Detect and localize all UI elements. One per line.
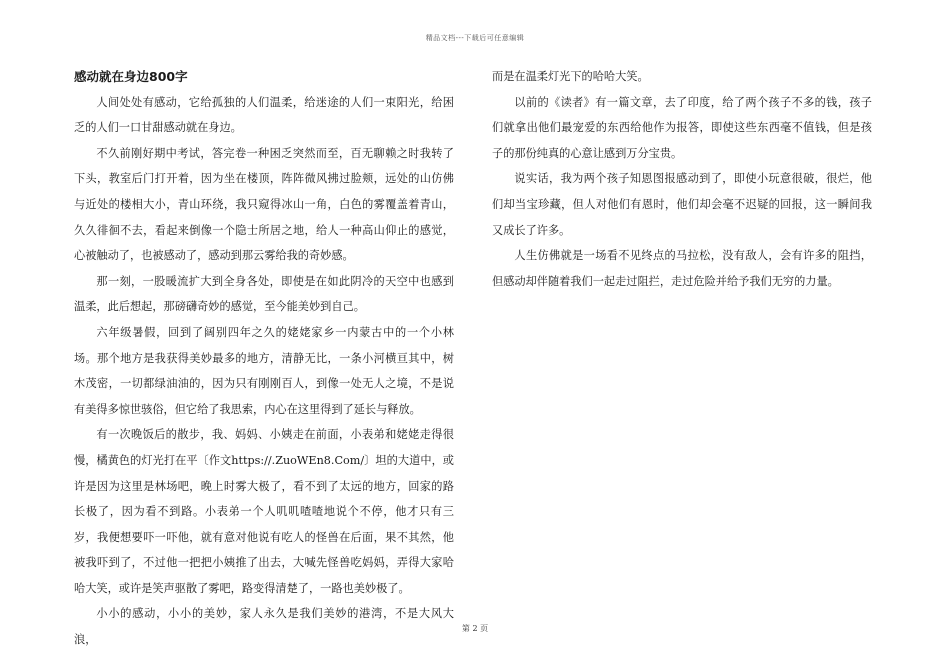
paragraph: 人间处处有感动，它给孤独的人们温柔，给迷途的人们一束阳光，给困乏的人们一口甘甜感动就在身边。 — [74, 95, 454, 135]
paragraph: 有一次晚饭后的散步，我、妈妈、小姨走在前面，小表弟和姥姥走得很慢，橘黄色的灯光打在平〔作文https://.ZuoWEn8.Com/〕坦的大道中，或许是因为这里是林场吧，晚上时雾大极了，看不到了太远的地方，回家的路长极了，因为看不到路。小表弟一个人叽叽喳喳地说个不停，他才只有三岁，我便想要吓一吓他，就有意对他说有吃人的怪兽在后面，果不其然，他被我吓到了，不过他一把把小姨推了出去，大喊先怪兽吃妈妈，弄得大家哈哈大笑，或许是笑声驱散了雾吧，路变得清楚了，一路也美妙极了。 — [74, 428, 454, 595]
page-number: 第 2 页 — [461, 624, 489, 633]
paragraph-continued: 而是在温柔灯光下的哈哈大笑。 — [492, 70, 649, 83]
paragraph: 小小的感动，小小的美妙，家人永久是我们美妙的港湾，不是大风大浪， — [74, 607, 454, 647]
paragraph: 人生仿佛就是一场看不见终点的马拉松，没有敌人，会有许多的阻挡，但感动却伴随着我们一起走过阻拦，走过危险并给予我们无穷的力量。 — [492, 249, 872, 288]
right-column — [492, 64, 872, 294]
paragraph: 那一刻，一股暖流扩大到全身各处，即使是在如此阴冷的天空中也感到温柔，此后想起，那磅礴奇妙的感觉，至今能美妙到自己。 — [74, 274, 454, 314]
paragraph: 不久前刚好期中考试，答完卷一种困乏突然而至，百无聊赖之时我转了下头，教室后门打开着，因为坐在楼顶，阵阵微风拂过脸颊，远处的山仿佛与近处的楼相大小，青山环绕，我只窥得冰山一角，白色的雾覆盖着青山，久久徘徊不去，看起来倒像一个隐士所居之地，给人一种高山仰止的感觉，心被触动了，也被感动了，感动到那云雾给我的奇妙感。 — [74, 146, 454, 263]
left-column — [74, 64, 454, 653]
paragraph: 以前的《读者》有一篇文章，去了印度，给了两个孩子不多的钱，孩子们就拿出他们最宠爱的东西给他作为报答，即使这些东西毫不值钱，但是孩子的那份纯真的心意让感到万分宝贵。 — [492, 95, 872, 160]
paragraph: 说实话，我为两个孩子知恩图报感动到了，即使小玩意很破，很烂，他们却当宝珍藏，但人对他们有恩时，他们却会毫不迟疑的回报，这一瞬间我又成长了许多。 — [492, 172, 872, 237]
page-header: 精品文档---下载后可任意编辑 — [425, 34, 525, 42]
article-title: 感动就在身边800字 — [74, 69, 188, 84]
paragraph: 六年级暑假，回到了阔别四年之久的姥姥家乡一内蒙古中的一个小林场。那个地方是我获得美妙最多的地方，清静无比，一条小河横亘其中，树木茂密，一切都绿油油的，因为只有刚刚百人，到像一处无人之境，不是说有美得多惊世骇俗，但它给了我思索，内心在这里得到了延长与释放。 — [74, 325, 454, 416]
